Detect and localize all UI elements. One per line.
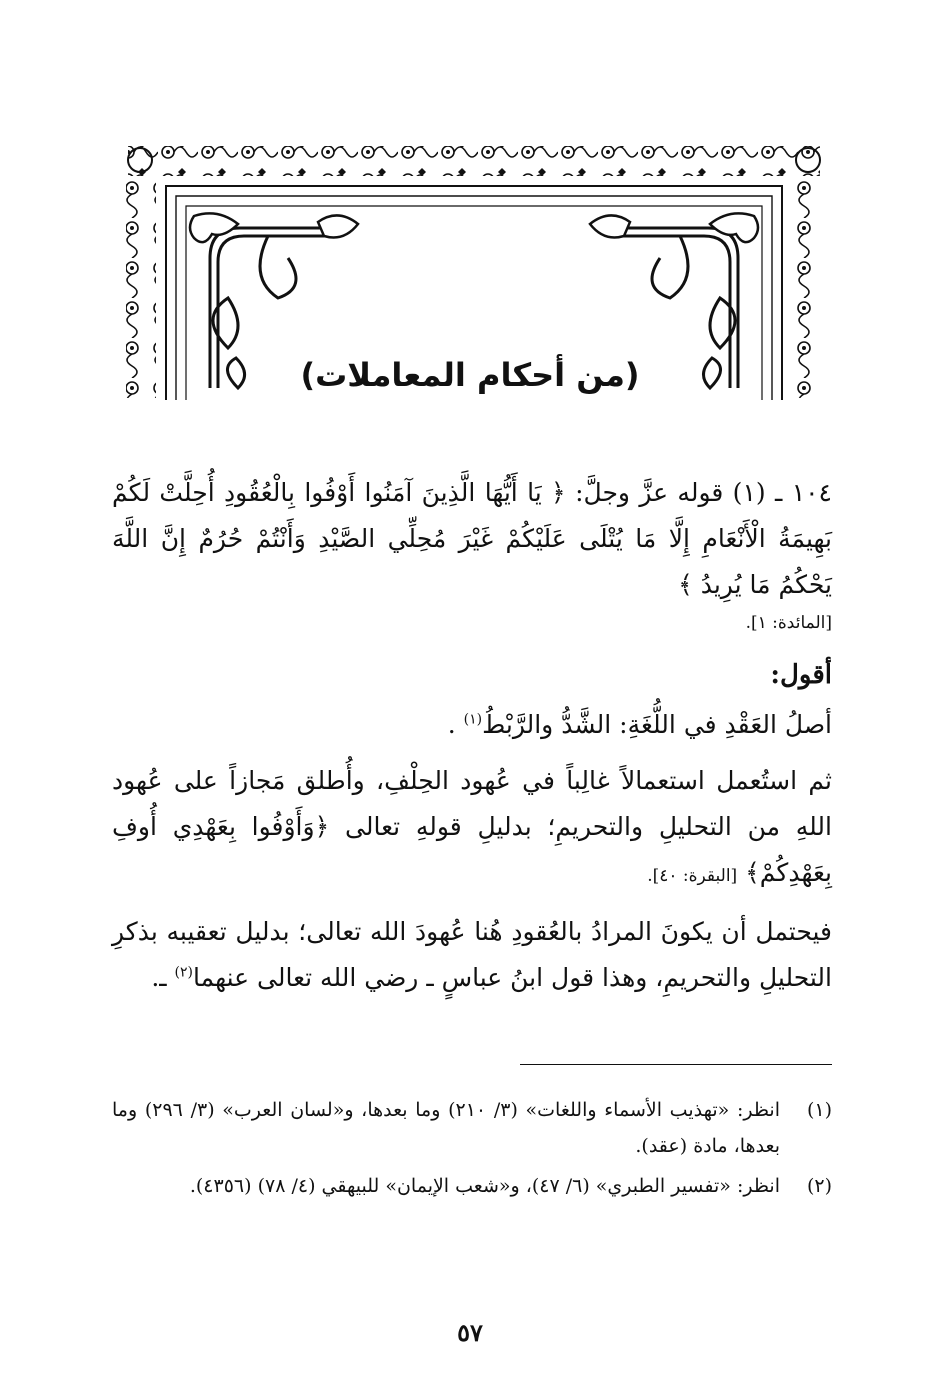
quran-verse: ﴿وَأَوْفُوا بِعَهْدِي أُوفِ بِعَهْدِكُمْ﴾: [112, 812, 832, 887]
chapter-title: (من أحكام المعاملات): [300, 345, 640, 405]
footnote-marker[interactable]: (٢): [174, 964, 194, 981]
paragraph-interpretation-text: فيحتمل أن يكونَ المرادُ بالعُقودِ هُنا عُهودَ الله تعالى؛ بدليل تعقيبه بذكرِ التحليلِ والتحريمِ، وهذا قول ابنُ عباسٍ ـ رضي الله تعالى عنهما: [112, 917, 832, 992]
footnote-text: انظر: «تفسير الطبري» (٦/ ٤٧)، و«شعب الإيمان» للبيهقي (٤/ ٧٨) (٤٣٥٦).: [189, 1175, 780, 1197]
paragraph-end: ـ.: [151, 963, 167, 992]
paragraph-interpretation: [112, 909, 832, 1001]
footnote-item: [112, 1092, 832, 1164]
paragraph-definition: [112, 702, 832, 748]
footnotes: [112, 1092, 832, 1208]
footnote-item: [112, 1168, 832, 1204]
paragraph-usage: [112, 758, 832, 899]
paragraph-usage-text: ثم استُعمل استعمالاً غالِباً في عُهود الحِلْفِ، وأُطلق مَجازاً على عُهود اللهِ من التحليلِ والتحريمِ؛ بدليلِ قولهِ تعالى: [112, 766, 832, 841]
section-heading: أقول:: [770, 660, 832, 690]
verse-intro: ١٠٤ ـ (١) قوله عزَّ وجلَّ:: [575, 478, 832, 507]
footnote-number: (٢): [806, 1175, 832, 1197]
page-number: ٥٧: [457, 1318, 483, 1347]
quran-verse: ﴿ يَا أَيُّهَا الَّذِينَ آمَنُوا أَوْفُوا بِالْعُقُودِ أُحِلَّتْ لَكُمْ بَهِيمَةُ الْأَنْعَامِ إِلَّا مَا يُتْلَى عَلَيْكُمْ غَيْرَ مُحِلِّي الصَّيْدِ وَأَنْتُمْ حُرُمٌ إِنَّ اللَّهَ يَحْكُمُ مَا يُرِيدُ ﴾: [112, 478, 832, 599]
verse-reference: [البقرة: ٤٠].: [647, 866, 738, 886]
main-text: [112, 470, 832, 1001]
verse-paragraph: [112, 470, 832, 608]
paragraph-end: .: [447, 710, 456, 739]
footnote-marker[interactable]: (١): [463, 711, 483, 728]
footnote-divider: [520, 1064, 832, 1065]
verse-reference: [المائدة: ١].: [745, 613, 832, 633]
paragraph-definition-text: أصلُ العَقْدِ في اللُّغَةِ: الشَّدُّ والرَّبْطُ: [482, 710, 832, 739]
footnote-number: (١): [806, 1099, 832, 1121]
footnote-text: انظر: «تهذيب الأسماء واللغات» (٣/ ٢١٠) وما بعدها، و«لسان العرب» (٣/ ٢٩٦) وما بعدها، مادة (عقد).: [112, 1099, 780, 1157]
